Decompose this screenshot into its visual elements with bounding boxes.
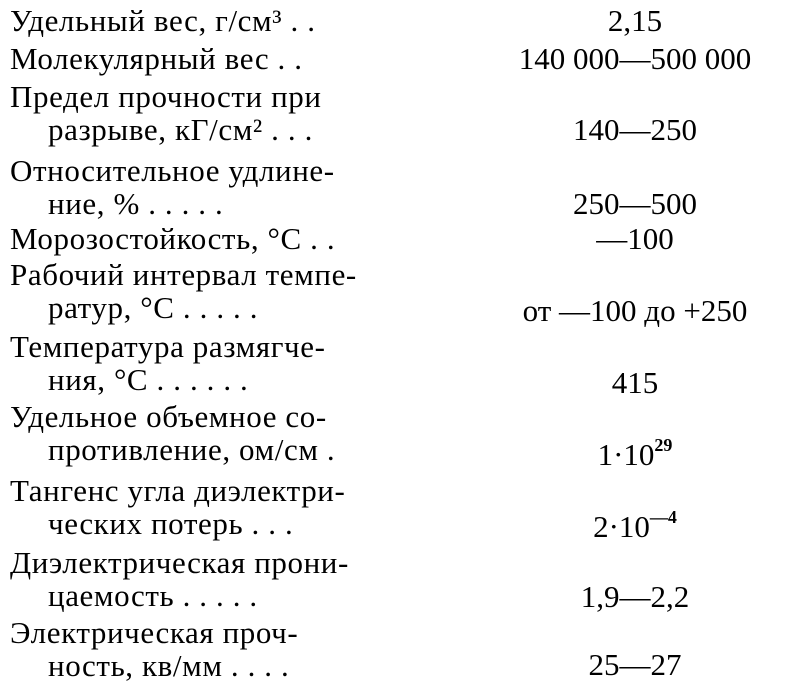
property-value: 2,15 — [607, 3, 663, 38]
property-value-exponent: 29 — [654, 435, 673, 455]
property-value — [470, 435, 800, 472]
property-label — [10, 258, 446, 324]
property-value: 25—27 — [588, 647, 682, 682]
property-value: 140 000—500 000 — [518, 41, 752, 76]
property-label-line: Рабочий интервал темпе- — [10, 257, 357, 292]
property-label-line: цаемость . . . . . — [48, 578, 258, 613]
property-label-line: Относительное удлине- — [10, 153, 335, 188]
property-label-line: Удельное объемное со- — [10, 399, 327, 434]
property-label-line: Удельный вес, г/см³ . . — [10, 3, 316, 38]
property-label-line: ческих потерь . . . — [48, 506, 294, 541]
property-value: 140—250 — [573, 112, 697, 147]
property-label — [10, 474, 446, 540]
property-value: 250—500 — [573, 186, 697, 221]
property-label — [10, 80, 446, 146]
property-value: 415 — [611, 365, 659, 400]
property-label — [10, 330, 446, 396]
property-label-line: ние, % . . . . . — [48, 186, 224, 221]
property-value-exponent: —4 — [649, 507, 677, 527]
property-label-line: ность, кв/мм . . . . — [48, 648, 290, 683]
property-label-line: противление, ом/см . — [48, 432, 336, 467]
property-value — [470, 507, 800, 544]
property-label-line: Предел прочности при — [10, 79, 322, 114]
property-label-line: разрыве, кГ/см² . . . — [48, 112, 313, 147]
property-value: 1,9—2,2 — [580, 579, 690, 614]
property-label — [10, 400, 446, 466]
property-label-line: ратур, °С . . . . . — [48, 290, 259, 325]
property-value: —100 — [596, 221, 674, 256]
property-label-line: Диэлектрическая прони- — [10, 545, 349, 580]
property-label — [10, 4, 446, 37]
property-label-line: ния, °С . . . . . . — [48, 362, 249, 397]
property-value: от —100 до +250 — [522, 293, 748, 328]
property-value-base: 1·10 — [597, 437, 655, 472]
property-label-line: Тангенс угла диэлектри- — [10, 473, 346, 508]
property-label — [10, 616, 446, 682]
property-label-line: Электрическая проч- — [10, 615, 299, 650]
property-label-line: Молекулярный вес . . — [10, 41, 303, 76]
property-value-base: 2·10 — [593, 509, 650, 544]
property-label-line: Морозостойкость, °С . . — [10, 221, 336, 256]
property-label — [10, 546, 446, 612]
property-label — [10, 42, 446, 75]
property-label — [10, 222, 446, 255]
property-label-line: Температура размягче- — [10, 329, 326, 364]
property-label — [10, 154, 446, 220]
